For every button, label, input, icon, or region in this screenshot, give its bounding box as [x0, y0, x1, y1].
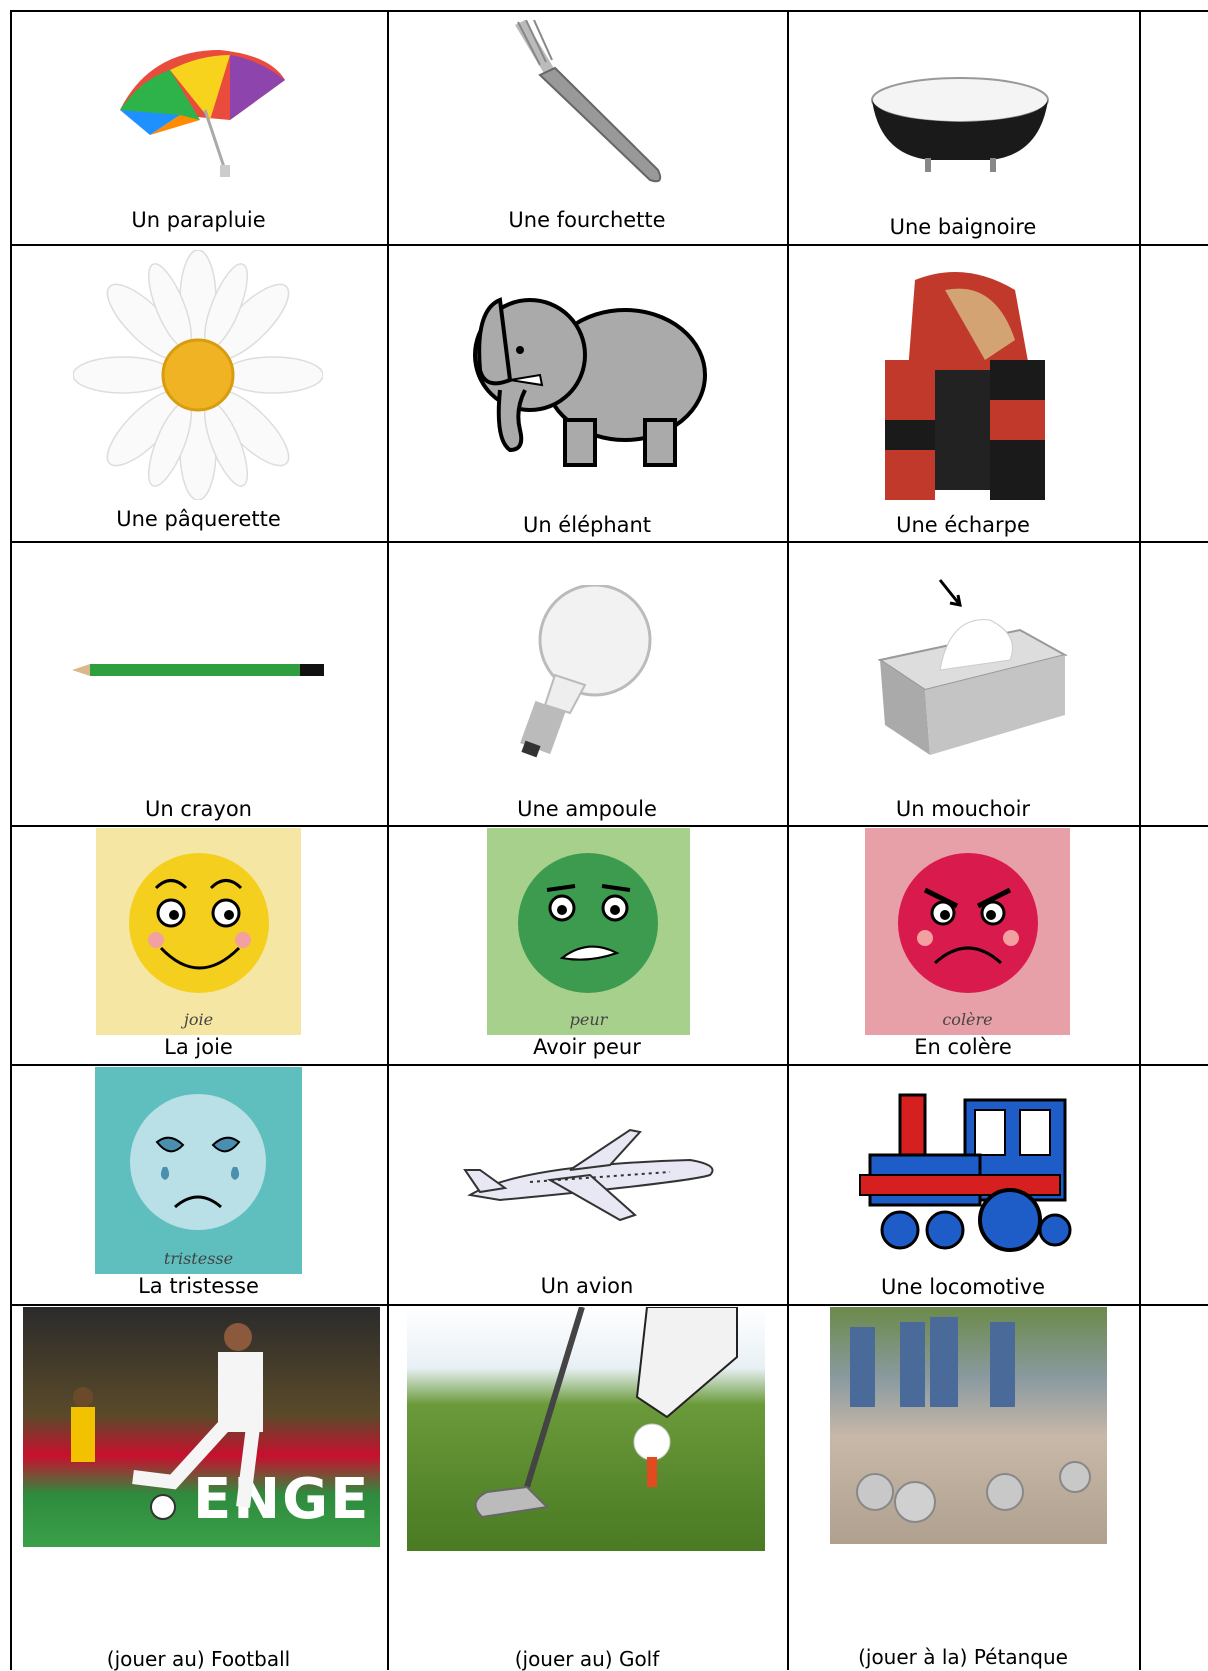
grid-line	[1139, 10, 1141, 1670]
card-label: Un crayon	[145, 797, 252, 821]
grid-line	[10, 244, 1208, 246]
football-player-icon	[23, 1307, 380, 1547]
emotion-caption: colère	[942, 1010, 993, 1029]
umbrella-icon	[110, 40, 290, 180]
airplane-icon	[460, 1120, 720, 1230]
golf-scene-icon	[407, 1307, 765, 1551]
happy-face-icon	[96, 828, 301, 1035]
grid-line	[10, 10, 12, 1670]
grid-line	[10, 541, 1208, 543]
grid-line	[387, 10, 389, 1670]
card-label: (jouer à la) Pétanque	[858, 1645, 1068, 1669]
scarf-icon	[865, 260, 1065, 510]
card-label: Avoir peur	[533, 1035, 641, 1059]
card-label: En colère	[914, 1035, 1012, 1059]
emotion-card-bg	[865, 828, 1070, 1035]
grid-line	[10, 10, 1208, 12]
card-label: (jouer au) Golf	[514, 1647, 660, 1671]
card-label: La tristesse	[138, 1274, 259, 1298]
angry-face-icon	[865, 828, 1070, 1035]
grid-line	[787, 10, 789, 1670]
card-label: La joie	[164, 1035, 233, 1059]
tissue-box-icon	[870, 575, 1070, 755]
card-label: (jouer au) Football	[106, 1647, 291, 1671]
light-bulb-icon	[515, 585, 655, 760]
football-photo	[23, 1307, 380, 1547]
emotion-caption: tristesse	[163, 1249, 234, 1268]
card-label: Un parapluie	[131, 208, 266, 232]
emotion-caption: joie	[183, 1010, 214, 1029]
pencil-icon	[72, 660, 327, 680]
emotion-caption: peur	[569, 1010, 608, 1029]
card-label: Une baignoire	[889, 215, 1037, 239]
grid-line	[10, 825, 1208, 827]
petanque-scene-icon	[830, 1307, 1107, 1544]
emotion-card-bg	[95, 1067, 302, 1274]
card-label: Une fourchette	[508, 208, 666, 232]
golf-photo	[407, 1307, 765, 1551]
emotion-card-bg	[96, 828, 301, 1035]
locomotive-icon	[855, 1080, 1080, 1260]
elephant-icon	[470, 280, 710, 480]
grid-line	[10, 1304, 1208, 1306]
emotion-card-bg	[487, 828, 690, 1035]
stadium-banner-text: ENGE	[193, 1467, 371, 1532]
card-label: Une écharpe	[896, 513, 1030, 537]
sad-face-icon	[95, 1067, 302, 1274]
card-label: Un mouchoir	[895, 797, 1031, 821]
grid-line	[10, 1064, 1208, 1066]
daisy-icon	[73, 250, 323, 500]
scared-face-icon	[487, 828, 690, 1035]
card-label: Une ampoule	[517, 797, 657, 821]
card-label: Une pâquerette	[116, 507, 281, 531]
petanque-photo	[830, 1307, 1107, 1544]
card-label: Un éléphant	[522, 513, 652, 537]
card-label: Un avion	[540, 1274, 634, 1298]
bathtub-icon	[870, 70, 1050, 180]
vocabulary-card-grid	[10, 10, 1208, 1670]
fork-icon	[510, 20, 670, 190]
card-label: Une locomotive	[880, 1275, 1046, 1299]
